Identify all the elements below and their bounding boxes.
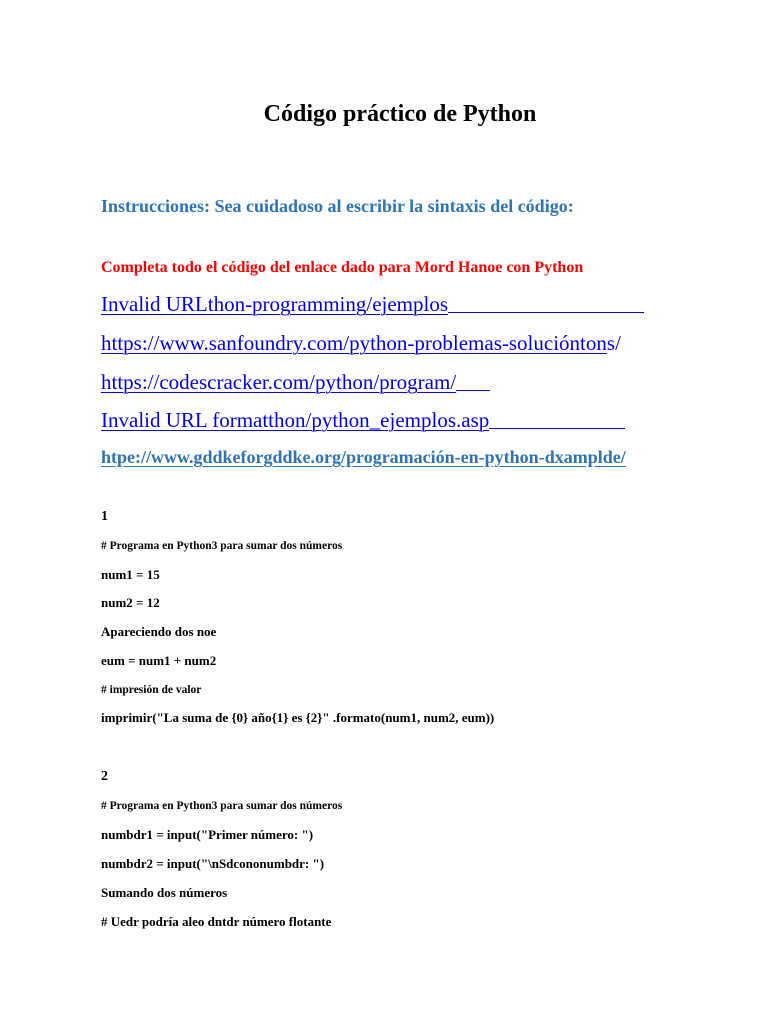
section-1-line-7: imprimir("La suma de {0} año{1} es {2}" .formato(num1, num2, eum)) bbox=[101, 710, 495, 725]
link-3-text[interactable]: https://codescracker.com/python/program/ bbox=[101, 370, 457, 394]
red-note: Completa todo el código del enlace dado para Mord Hanoe con Python bbox=[101, 259, 584, 276]
section-2-line-5: # Uedr podría aleo dntdr número flotante bbox=[101, 914, 332, 929]
link-1[interactable] bbox=[101, 290, 644, 318]
link-1-text[interactable]: Invalid URLthon-programming/ejemplos bbox=[101, 292, 449, 316]
link-4-underline-fill bbox=[489, 406, 625, 429]
section-1-line-4: Apareciendo dos noe bbox=[101, 624, 217, 639]
bold-link[interactable]: htpe://www.gddkeforgddke.org/programación-en-python-dxamplde/ bbox=[101, 447, 626, 467]
link-2-tail[interactable]: s/ bbox=[606, 331, 621, 355]
section-2-comment: # Programa en Python3 para sumar dos números bbox=[101, 800, 343, 812]
link-3[interactable] bbox=[101, 368, 490, 396]
section-1-line-6: # impresión de valor bbox=[101, 684, 202, 696]
instructions-heading: Instrucciones: Sea cuidadoso al escribir la sintaxis del código: bbox=[101, 196, 574, 216]
section-1-line-5: eum = num1 + num2 bbox=[101, 653, 217, 668]
page-title: Código práctico de Python bbox=[263, 101, 537, 127]
section-1-number: 1 bbox=[101, 509, 108, 524]
section-2-number: 2 bbox=[101, 769, 108, 784]
section-1-line-3: num2 = 12 bbox=[101, 595, 160, 610]
section-1-line-2: num1 = 15 bbox=[101, 567, 160, 582]
link-3-underline-fill bbox=[456, 368, 490, 391]
link-2[interactable] bbox=[101, 329, 621, 357]
link-4[interactable] bbox=[101, 406, 625, 434]
section-2-line-3: numbdr2 = input("\nSdcononumbdr: ") bbox=[101, 856, 325, 871]
section-2-line-4: Sumando dos números bbox=[101, 885, 228, 900]
section-1-comment: # Programa en Python3 para sumar dos números bbox=[101, 540, 343, 552]
section-2-line-2: numbdr1 = input("Primer número: ") bbox=[101, 827, 314, 842]
link-4-text[interactable]: Invalid URL formatthon/python_ejemplos.asp bbox=[101, 408, 490, 432]
link-2-text[interactable]: https://www.sanfoundry.com/python-problemas-soluciónton bbox=[101, 331, 607, 355]
link-1-underline-fill bbox=[448, 290, 644, 313]
